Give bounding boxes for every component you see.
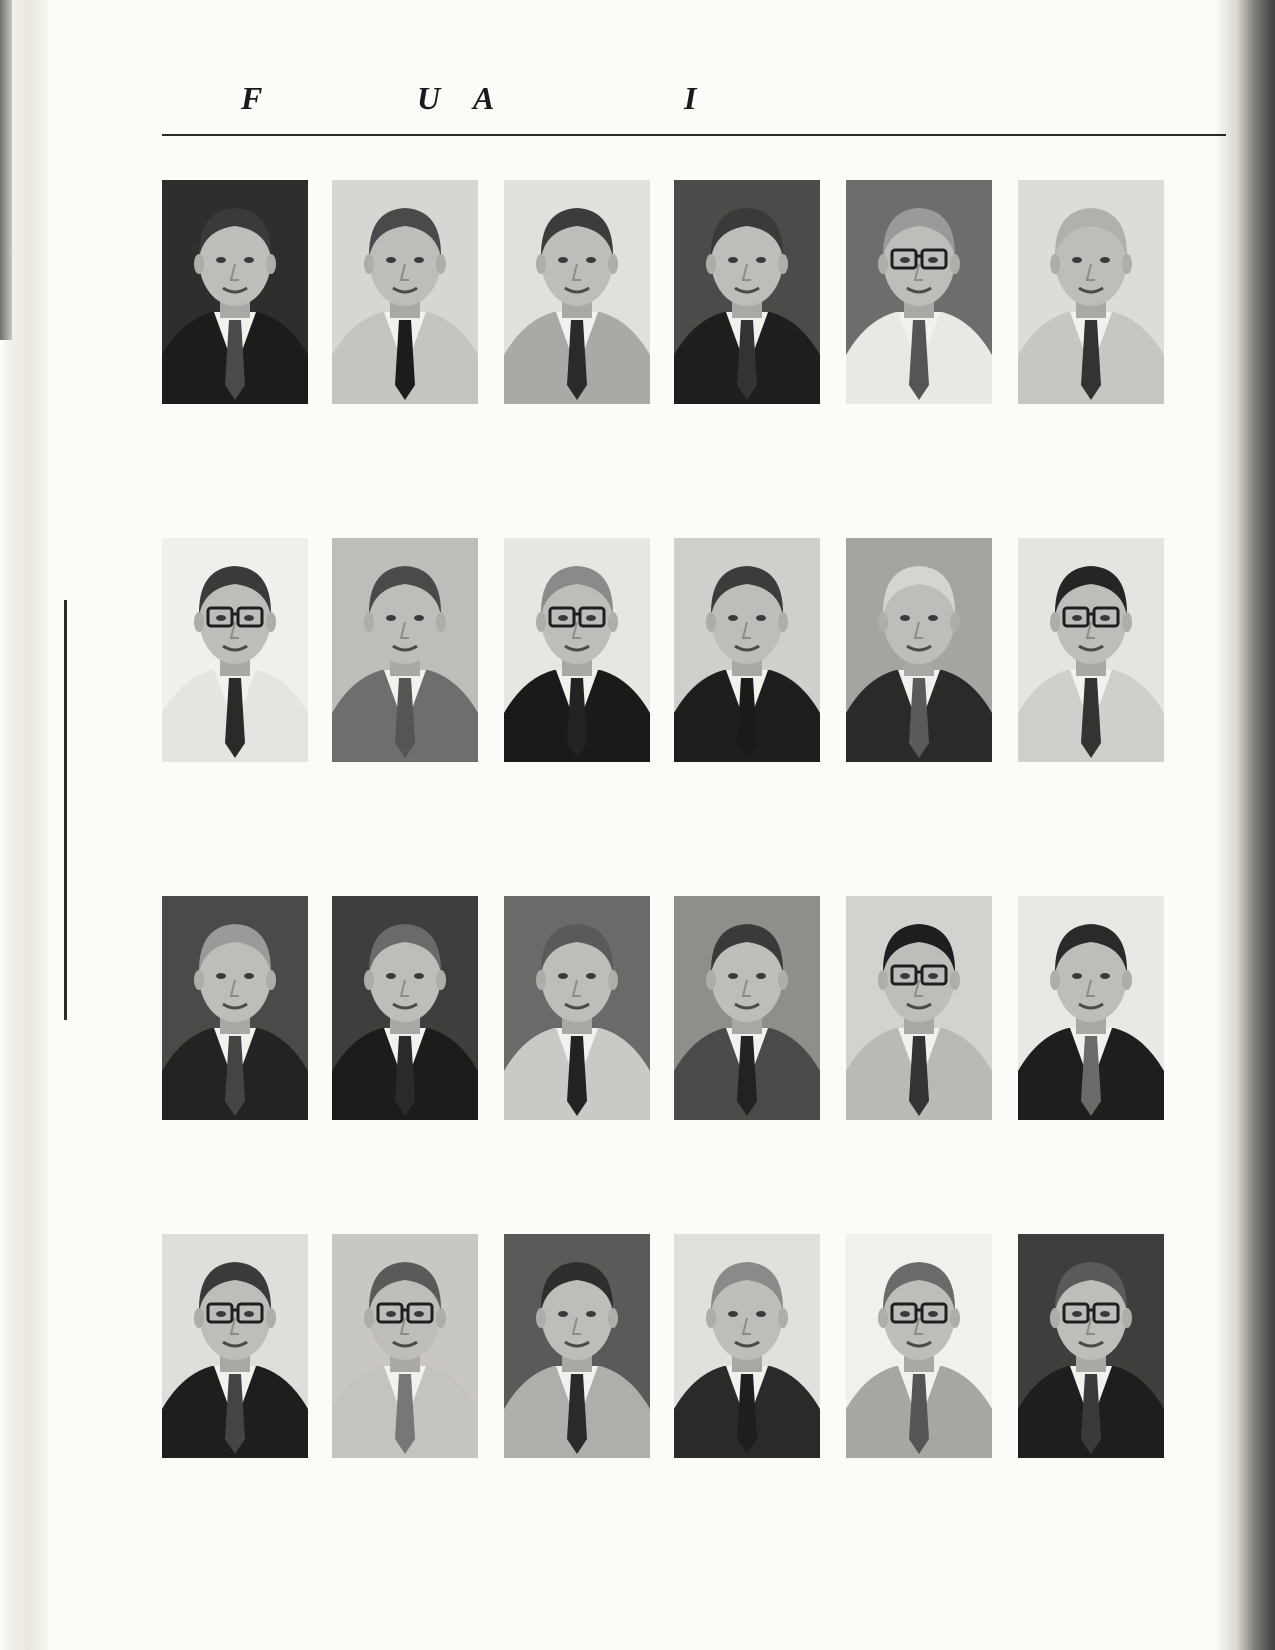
portrait-photo: [332, 538, 478, 762]
portrait-caption: [674, 776, 820, 796]
portrait-photo: [504, 538, 650, 762]
portrait-photo: [1018, 538, 1164, 762]
portrait-photo: [1018, 1234, 1164, 1458]
portrait-photo: [504, 1234, 650, 1458]
portrait-grid: [162, 180, 1228, 1560]
portrait-photo: [674, 1234, 820, 1458]
portrait-photo: [846, 538, 992, 762]
portrait-row: [162, 896, 1228, 1136]
portrait-row: [162, 180, 1228, 420]
portrait-frame: [332, 538, 478, 762]
portrait-photo: [162, 180, 308, 404]
portrait-photo: [846, 180, 992, 404]
portrait-caption: [1018, 776, 1164, 796]
portrait-frame: [1018, 180, 1164, 404]
portrait-frame: [1018, 1234, 1164, 1458]
portrait-frame: [162, 180, 308, 404]
portrait-caption: [162, 1134, 308, 1154]
header-letter-i: I: [684, 80, 697, 116]
portrait-photo: [332, 1234, 478, 1458]
portrait-frame: [846, 180, 992, 404]
portrait-caption: [162, 418, 308, 438]
header-letter-f: F: [241, 80, 263, 116]
page-header: [0, 80, 1275, 120]
portrait-caption: [846, 1472, 992, 1492]
portrait-photo: [504, 180, 650, 404]
portrait-frame: [846, 896, 992, 1120]
portrait-frame: [162, 538, 308, 762]
portrait-frame: [162, 896, 308, 1120]
portrait-photo: [1018, 180, 1164, 404]
portrait-row: [162, 1234, 1228, 1474]
portrait-caption: [332, 776, 478, 796]
page-edge-shadow: [0, 0, 12, 340]
portrait-photo: [846, 896, 992, 1120]
portrait-caption: [846, 1134, 992, 1154]
portrait-frame: [332, 896, 478, 1120]
portrait-caption: [332, 1472, 478, 1492]
portrait-caption: [504, 418, 650, 438]
portrait-photo: [846, 1234, 992, 1458]
header-rule: [162, 134, 1226, 136]
portrait-caption: [504, 1472, 650, 1492]
portrait-caption: [162, 1472, 308, 1492]
portrait-photo: [674, 896, 820, 1120]
portrait-frame: [332, 1234, 478, 1458]
portrait-caption: [1018, 418, 1164, 438]
book-page-edge: [0, 0, 48, 1650]
portrait-caption: [504, 1134, 650, 1154]
portrait-caption: [332, 418, 478, 438]
portrait-frame: [504, 538, 650, 762]
portrait-frame: [674, 180, 820, 404]
portrait-caption: [674, 1472, 820, 1492]
portrait-frame: [1018, 538, 1164, 762]
portrait-photo: [162, 896, 308, 1120]
portrait-caption: [846, 418, 992, 438]
portrait-caption: [504, 776, 650, 796]
portrait-photo: [504, 896, 650, 1120]
portrait-frame: [674, 1234, 820, 1458]
portrait-caption: [1018, 1134, 1164, 1154]
portrait-row: [162, 538, 1228, 778]
portrait-photo: [332, 896, 478, 1120]
portrait-photo: [674, 538, 820, 762]
portrait-frame: [162, 1234, 308, 1458]
binding-line: [64, 600, 67, 1020]
header-letter-u: U: [417, 80, 441, 116]
portrait-caption: [846, 776, 992, 796]
portrait-frame: [1018, 896, 1164, 1120]
portrait-caption: [674, 1134, 820, 1154]
portrait-frame: [846, 538, 992, 762]
portrait-photo: [332, 180, 478, 404]
portrait-frame: [674, 538, 820, 762]
portrait-frame: [504, 896, 650, 1120]
portrait-photo: [1018, 896, 1164, 1120]
header-letter-a: A: [473, 80, 495, 116]
portrait-frame: [504, 180, 650, 404]
portrait-caption: [332, 1134, 478, 1154]
portrait-frame: [846, 1234, 992, 1458]
portrait-photo: [162, 1234, 308, 1458]
portrait-photo: [162, 538, 308, 762]
portrait-frame: [674, 896, 820, 1120]
portrait-caption: [1018, 1472, 1164, 1492]
portrait-frame: [332, 180, 478, 404]
portrait-caption: [674, 418, 820, 438]
portrait-caption: [162, 776, 308, 796]
portrait-photo: [674, 180, 820, 404]
portrait-frame: [504, 1234, 650, 1458]
